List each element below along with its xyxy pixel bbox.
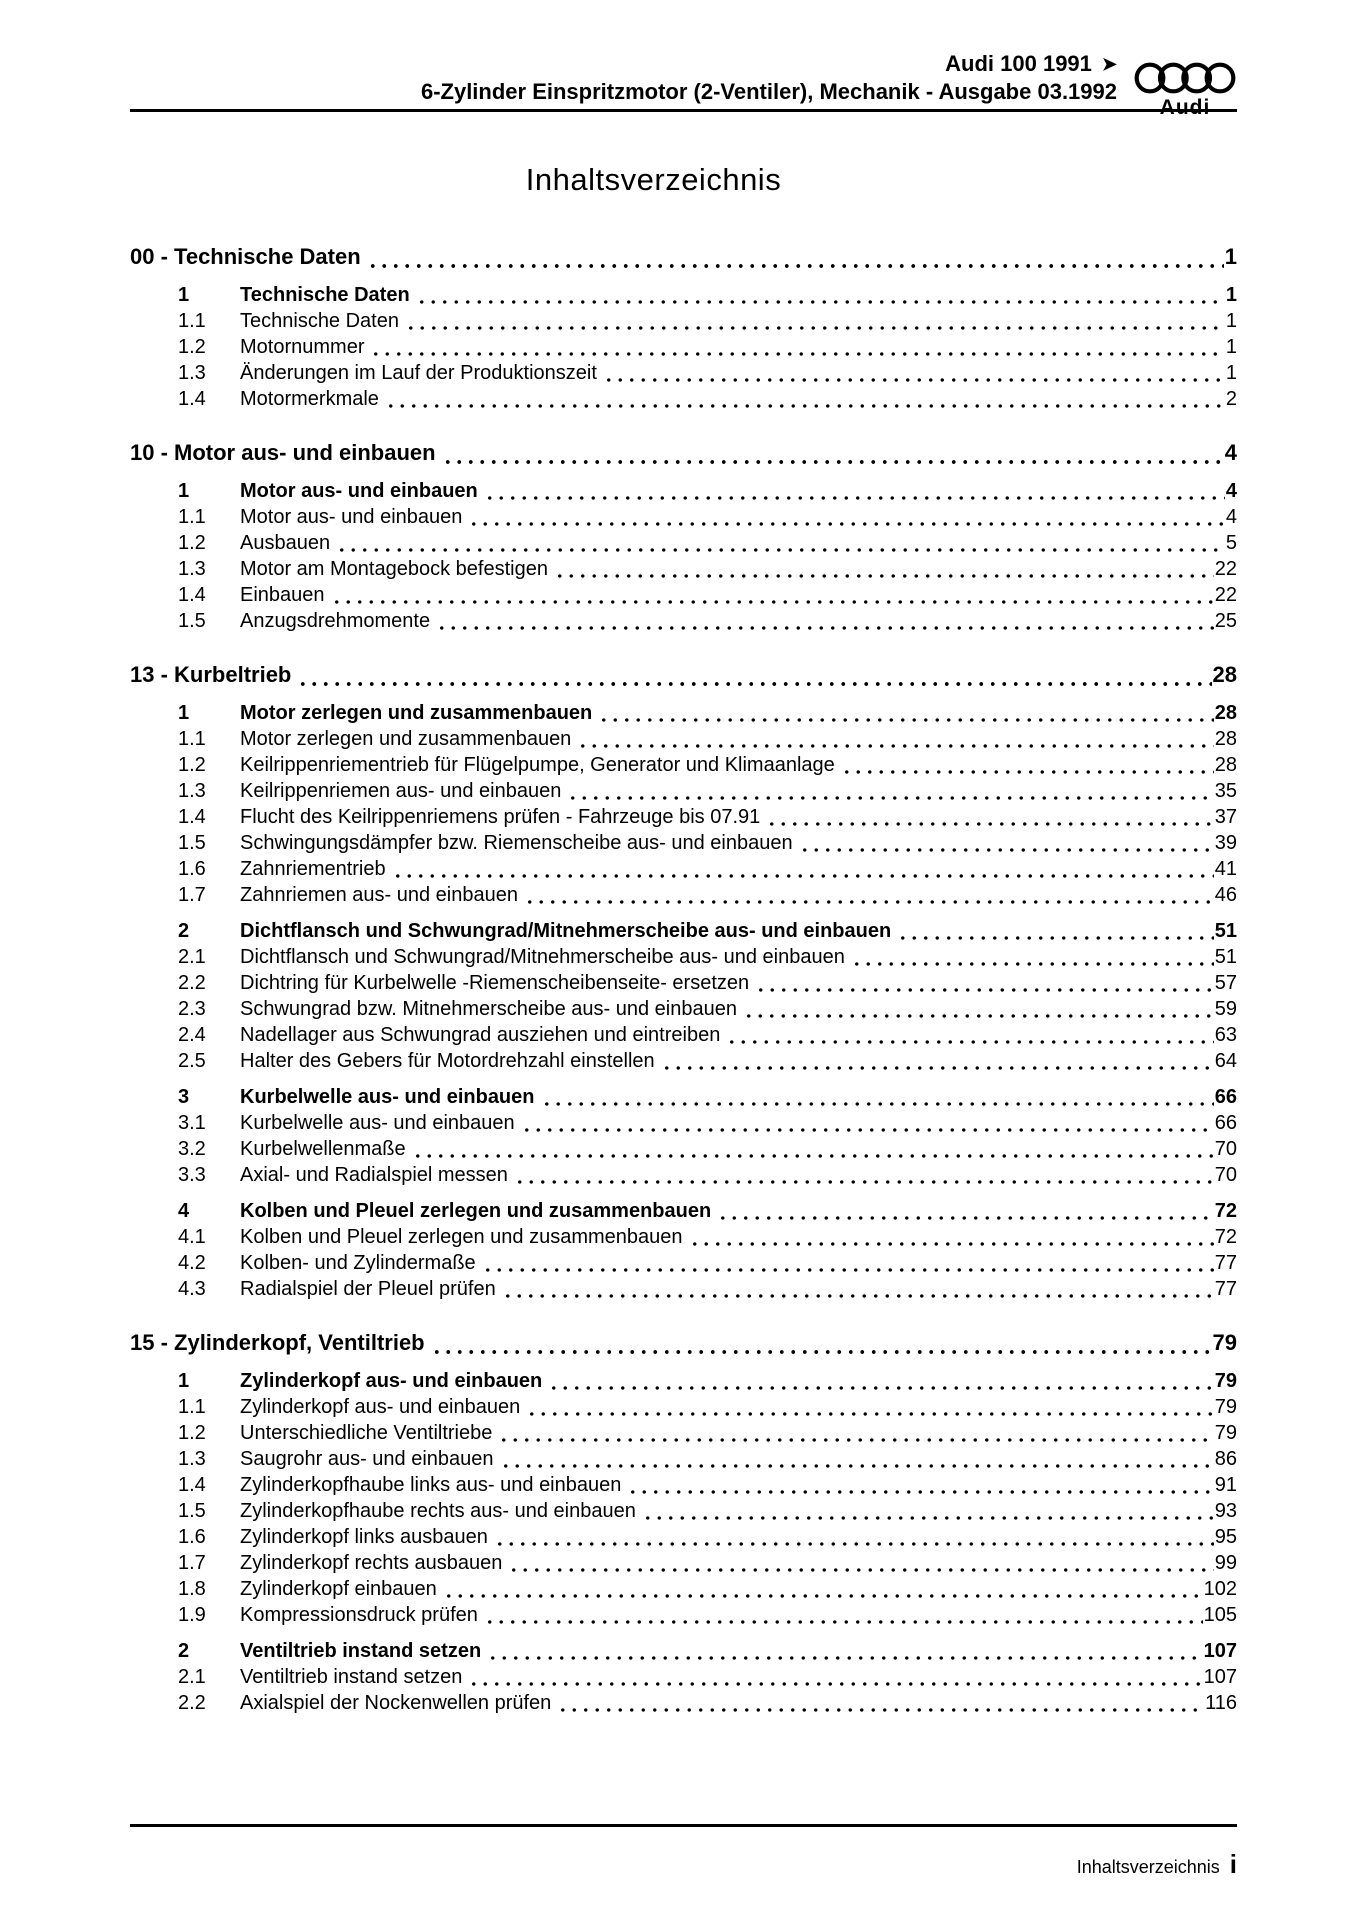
toc-section [130,660,1237,1302]
toc-entry-row [178,1420,1237,1446]
toc-entry-page-number: 4 [1225,506,1237,528]
toc-entry-title: Kolben- und Zylindermaße [240,1252,476,1274]
toc-entry-title: Flucht des Keilrippenriemens prüfen - Fahrzeuge bis 07.91 [240,806,761,828]
toc-entry-page-number: 107 [1203,1666,1237,1688]
toc-entry-title: Keilrippenriemen aus- und einbauen [240,780,562,802]
toc-entry-title: Saugrohr aus- und einbauen [240,1448,494,1470]
toc-entry-row [178,1524,1237,1550]
toc-entry-number: 1.2 [178,336,206,358]
toc-entry-row [178,1638,1237,1664]
toc [130,242,1237,1716]
toc-entry-title: Motor aus- und einbauen [240,480,478,502]
toc-entry-row [178,944,1237,970]
dot-leader [442,448,1224,468]
dot-leader [367,252,1224,272]
toc-entry-number: 4.3 [178,1278,206,1300]
toc-section-label: 15 - Zylinderkopf, Ventiltrieb [130,1330,425,1355]
dot-leader [468,1672,1202,1690]
toc-entry-title: Kompressionsdruck prüfen [240,1604,478,1626]
toc-entry-row [178,830,1237,856]
toc-entry-number: 1.4 [178,806,206,828]
toc-entry-page-number: 70 [1214,1164,1237,1186]
toc-entry-page-number: 93 [1214,1500,1237,1522]
dot-leader [431,1338,1212,1358]
toc-entry-row [178,1048,1237,1074]
toc-entry-title: Zahnriemen aus- und einbauen [240,884,518,906]
header [130,50,1237,119]
toc-entry-row [178,478,1237,504]
toc-entry-title: Axialspiel der Nockenwellen prüfen [240,1692,552,1714]
toc-entry-title: Halter des Gebers für Motordrehzahl einstellen [240,1050,655,1072]
toc-entry-number: 1.1 [178,310,206,332]
toc-entry-row [178,556,1237,582]
dot-leader [482,1258,1214,1276]
toc-entry-title: Ausbauen [240,532,331,554]
toc-entry-number: 2.5 [178,1050,206,1072]
dot-leader [567,786,1213,804]
toc-entry-row [178,1368,1237,1394]
toc-entry-page-number: 4 [1225,480,1237,502]
toc-entry-row [178,504,1237,530]
toc-entry-number: 2.2 [178,972,206,994]
dot-leader [851,952,1214,970]
dot-leader [412,1144,1214,1162]
toc-entry-page-number: 28 [1214,728,1237,750]
dot-leader [370,342,1224,360]
toc-section-header [130,438,1237,468]
toc-entry-page-number: 63 [1214,1024,1237,1046]
toc-entry-number: 1.5 [178,832,206,854]
toc-entry-page-number: 22 [1214,558,1237,580]
toc-entry-number: 1.7 [178,1552,206,1574]
dot-leader [498,1428,1213,1446]
dot-leader [484,486,1225,504]
toc-entry-title: Unterschiedliche Ventiltriebe [240,1422,493,1444]
dot-leader [841,760,1214,778]
toc-entry-page-number: 51 [1214,946,1237,968]
toc-entry-row [178,360,1237,386]
toc-entry-title: Motor zerlegen und zusammenbauen [240,728,572,750]
footer-rule [130,1824,1237,1827]
toc-entry-number: 2.3 [178,998,206,1020]
toc-entry-page-number: 79 [1214,1422,1237,1444]
toc-entry-page-number: 41 [1214,858,1237,880]
dot-leader [627,1480,1213,1498]
toc-entry-title: Zylinderkopfhaube links aus- und einbauen [240,1474,622,1496]
toc-entry-title: Ventiltrieb instand setzen [240,1640,482,1662]
toc-entry-number: 1.3 [178,780,206,802]
dot-leader [577,734,1213,752]
dot-leader [521,1118,1214,1136]
dot-leader [508,1558,1213,1576]
toc-section-page-number: 4 [1224,440,1237,465]
toc-entry-row [178,1276,1237,1302]
toc-entry-number: 1.1 [178,506,206,528]
toc-entry-row [178,804,1237,830]
toc-section-label: 13 - Kurbeltrieb [130,662,292,687]
toc-entry-page-number: 86 [1214,1448,1237,1470]
audi-rings-icon [1133,58,1237,98]
toc-entry-number: 2.2 [178,1692,206,1714]
toc-entry-number: 2 [178,920,190,942]
toc-entry-row [178,1162,1237,1188]
toc-entry-page-number: 28 [1214,702,1237,724]
toc-entry-page-number: 64 [1214,1050,1237,1072]
toc-entry-page-number: 22 [1214,584,1237,606]
toc-entry-title: Schwungrad bzw. Mitnehmerscheibe aus- und einbauen [240,998,737,1020]
dot-leader [755,978,1214,996]
toc-entry-row [178,1136,1237,1162]
toc-entry-row [178,334,1237,360]
toc-entry-page-number: 99 [1214,1552,1237,1574]
toc-entry-page-number: 66 [1214,1086,1237,1108]
toc-section-header [130,242,1237,272]
dot-leader [541,1092,1214,1110]
toc-entry-page-number: 1 [1225,284,1237,306]
toc-entry-title: Anzugsdrehmomente [240,610,431,632]
dot-leader [443,1584,1203,1602]
toc-entry-title: Kurbelwelle aus- und einbauen [240,1086,535,1108]
toc-entry-number: 2.1 [178,946,206,968]
toc-entry-page-number: 79 [1214,1396,1237,1418]
toc-entry-number: 1 [178,702,190,724]
toc-entry-page-number: 39 [1214,832,1237,854]
toc-entry-page-number: 107 [1203,1640,1237,1662]
header-model-line [421,50,1117,78]
toc-entry-title: Zylinderkopf rechts ausbauen [240,1552,503,1574]
header-rule [130,109,1237,112]
audi-wordmark: Audi [1159,96,1211,119]
toc-entry-number: 1.3 [178,362,206,384]
dot-leader [799,838,1214,856]
dot-leader [661,1056,1214,1074]
toc-entry-page-number: 35 [1214,780,1237,802]
toc-entry-title: Schwingungsdämpfer bzw. Riemenscheibe aus- und einbauen [240,832,793,854]
toc-entry-row [178,386,1237,412]
toc-entry-row [178,1602,1237,1628]
dot-leader [603,368,1225,386]
dot-leader [436,616,1214,634]
toc-entry-title: Axial- und Radialspiel messen [240,1164,508,1186]
toc-entry-row [178,1664,1237,1690]
toc-entry-row [178,1576,1237,1602]
dot-leader [726,1030,1213,1048]
dot-leader [743,1004,1214,1022]
toc-entry-row [178,1472,1237,1498]
toc-entry-page-number: 116 [1205,1692,1237,1714]
dot-leader [557,1698,1204,1716]
toc-entry-number: 1.1 [178,1396,206,1418]
dot-leader [642,1506,1214,1524]
toc-entry-page-number: 51 [1214,920,1237,942]
dot-leader [897,926,1214,944]
toc-entry-number: 1.1 [178,728,206,750]
toc-entry-number: 1.8 [178,1578,206,1600]
toc-entry-number: 1.2 [178,532,206,554]
toc-entry-title: Zahnriementrieb [240,858,386,880]
toc-entry-title: Zylinderkopf aus- und einbauen [240,1396,521,1418]
toc-entry-title: Motornummer [240,336,365,358]
toc-entry-number: 1.5 [178,1500,206,1522]
toc-entry-title: Ventiltrieb instand setzen [240,1666,463,1688]
toc-entry-number: 1 [178,1370,190,1392]
dot-leader [468,512,1225,530]
toc-entry-title: Zylinderkopfhaube rechts aus- und einbauen [240,1500,636,1522]
toc-entry-row [178,882,1237,908]
toc-entry-page-number: 91 [1214,1474,1237,1496]
toc-entry-row [178,530,1237,556]
page-title: Inhaltsverzeichnis [525,162,782,197]
toc-section-header [130,660,1237,690]
toc-entry-title: Dichtflansch und Schwungrad/Mitnehmerscheibe aus- und einbauen [240,920,892,942]
toc-entry-row [178,1394,1237,1420]
dot-leader [416,290,1225,308]
dot-leader [484,1610,1203,1628]
toc-entry-number: 1.6 [178,858,206,880]
toc-entry-row [178,752,1237,778]
toc-entry-row [178,1224,1237,1250]
toc-section-page-number: 28 [1212,662,1237,687]
toc-entry-row [178,1084,1237,1110]
footer-line [130,1849,1237,1880]
dot-leader [392,864,1214,882]
toc-section [130,438,1237,634]
toc-entry-title: Technische Daten [240,284,410,306]
toc-entry-row [178,856,1237,882]
toc-entry-number: 2 [178,1640,190,1662]
toc-entry-title: Radialspiel der Pleuel prüfen [240,1278,496,1300]
toc-section-page-number: 79 [1212,1330,1237,1355]
toc-entry-number: 4 [178,1200,190,1222]
toc-entry-row [178,1110,1237,1136]
dot-leader [297,670,1211,690]
footer-label: Inhaltsverzeichnis [1076,1857,1220,1877]
dot-leader [514,1170,1214,1188]
toc-entry-number: 1.4 [178,388,206,410]
toc-entry-number: 1 [178,480,190,502]
toc-entry-row [178,1446,1237,1472]
toc-section-label: 10 - Motor aus- und einbauen [130,440,436,465]
toc-entry-row [178,1198,1237,1224]
toc-entry-page-number: 1 [1225,336,1237,358]
dot-leader [524,890,1214,908]
toc-entry-title: Änderungen im Lauf der Produktionszeit [240,362,597,384]
toc-entry-page-number: 66 [1214,1112,1237,1134]
toc-entry-row [178,970,1237,996]
toc-entry-number: 1.9 [178,1604,206,1626]
toc-entry-row [178,1022,1237,1048]
toc-section-label: 00 - Technische Daten [130,244,361,269]
toc-entry-row [178,1690,1237,1716]
toc-section-page-number: 1 [1224,244,1237,269]
toc-entry-page-number: 72 [1214,1226,1237,1248]
dot-leader [598,708,1213,726]
toc-entry-number: 1.4 [178,1474,206,1496]
toc-entry-row [178,1550,1237,1576]
toc-entry-title: Technische Daten [240,310,399,332]
toc-entry-number: 1.2 [178,1422,206,1444]
toc-entry-title: Motor aus- und einbauen [240,506,463,528]
toc-entry-title: Motor zerlegen und zusammenbauen [240,702,593,724]
dot-leader [405,316,1225,334]
dot-leader [689,1232,1214,1250]
toc-entry-page-number: 59 [1214,998,1237,1020]
toc-entry-page-number: 37 [1214,806,1237,828]
dot-leader [526,1402,1214,1420]
footer [130,1824,1237,1880]
dot-leader [487,1646,1202,1664]
toc-entry-title: Zylinderkopf links ausbauen [240,1526,488,1548]
footer-page-number: i [1229,1849,1237,1879]
toc-entry-title: Zylinderkopf aus- und einbauen [240,1370,543,1392]
toc-entry-page-number: 77 [1214,1252,1237,1274]
toc-entry-number: 1.5 [178,610,206,632]
toc-entry-number: 1 [178,284,190,306]
toc-entry-page-number: 46 [1214,884,1237,906]
toc-entry-title: Zylinderkopf einbauen [240,1578,437,1600]
toc-entry-page-number: 57 [1214,972,1237,994]
toc-entry-row [178,282,1237,308]
toc-entry-number: 2.1 [178,1666,206,1688]
header-model-label: Audi 100 1991 [945,51,1092,76]
toc-entry-row [178,1250,1237,1276]
dot-leader [336,538,1225,556]
header-text [421,50,1117,106]
toc-entry-number: 1.3 [178,1448,206,1470]
toc-entry-row [178,996,1237,1022]
toc-entry-title: Einbauen [240,584,325,606]
toc-entry-number: 3.2 [178,1138,206,1160]
toc-entry-row [178,726,1237,752]
toc-entry-row [178,700,1237,726]
toc-entry-page-number: 25 [1214,610,1237,632]
toc-entry-title: Kurbelwelle aus- und einbauen [240,1112,515,1134]
toc-entry-title: Kolben und Pleuel zerlegen und zusammenbauen [240,1226,683,1248]
toc-entry-page-number: 1 [1225,362,1237,384]
toc-entry-title: Keilrippenriementrieb für Flügelpumpe, Generator und Klimaanlage [240,754,835,776]
toc-section-header [130,1328,1237,1358]
toc-entry-page-number: 2 [1225,388,1237,410]
model-year-arrow-icon: ➤ [1101,54,1117,74]
toc-entry-number: 3 [178,1086,190,1108]
toc-entry-number: 2.4 [178,1024,206,1046]
dot-leader [494,1532,1214,1550]
toc-entry-page-number: 1 [1225,310,1237,332]
toc-entry-number: 1.2 [178,754,206,776]
toc-entry-page-number: 70 [1214,1138,1237,1160]
dot-leader [717,1206,1214,1224]
toc-entry-row [178,918,1237,944]
toc-entry-number: 1.3 [178,558,206,580]
header-subtitle: 6-Zylinder Einspritzmotor (2-Ventiler), Mechanik - Ausgabe 03.1992 [420,79,1117,104]
toc-entry-page-number: 28 [1214,754,1237,776]
toc-entry-row [178,1498,1237,1524]
toc-entry-number: 1.7 [178,884,206,906]
toc-entry-title: Nadellager aus Schwungrad ausziehen und eintreiben [240,1024,721,1046]
toc-section [130,242,1237,412]
toc-entry-number: 4.1 [178,1226,206,1248]
toc-entry-title: Kurbelwellenmaße [240,1138,406,1160]
toc-entry-page-number: 102 [1203,1578,1237,1600]
dot-leader [548,1376,1214,1394]
toc-entry-title: Dichtring für Kurbelwelle -Riemenscheibenseite- ersetzen [240,972,750,994]
toc-entry-number: 1.4 [178,584,206,606]
dot-leader [766,812,1213,830]
toc-entry-number: 3.3 [178,1164,206,1186]
toc-entry-row [178,582,1237,608]
toc-entry-number: 1.6 [178,1526,206,1548]
toc-entry-page-number: 5 [1225,532,1237,554]
toc-entry-page-number: 105 [1203,1604,1237,1626]
toc-entry-number: 4.2 [178,1252,206,1274]
toc-entry-row [178,308,1237,334]
toc-entry-page-number: 77 [1214,1278,1237,1300]
toc-section [130,1328,1237,1716]
dot-leader [502,1284,1214,1302]
toc-entry-title: Motormerkmale [240,388,379,410]
toc-entry-title: Dichtflansch und Schwungrad/Mitnehmerscheibe aus- und einbauen [240,946,845,968]
dot-leader [385,394,1225,412]
toc-entry-row [178,608,1237,634]
dot-leader [500,1454,1214,1472]
toc-entry-number: 3.1 [178,1112,206,1134]
toc-entry-row [178,778,1237,804]
toc-entry-title: Motor am Montagebock befestigen [240,558,548,580]
dot-leader [554,564,1214,582]
toc-entry-page-number: 72 [1214,1200,1237,1222]
toc-entry-title: Kolben und Pleuel zerlegen und zusammenbauen [240,1200,712,1222]
dot-leader [331,590,1214,608]
toc-entry-page-number: 79 [1214,1370,1237,1392]
toc-entry-page-number: 95 [1214,1526,1237,1548]
